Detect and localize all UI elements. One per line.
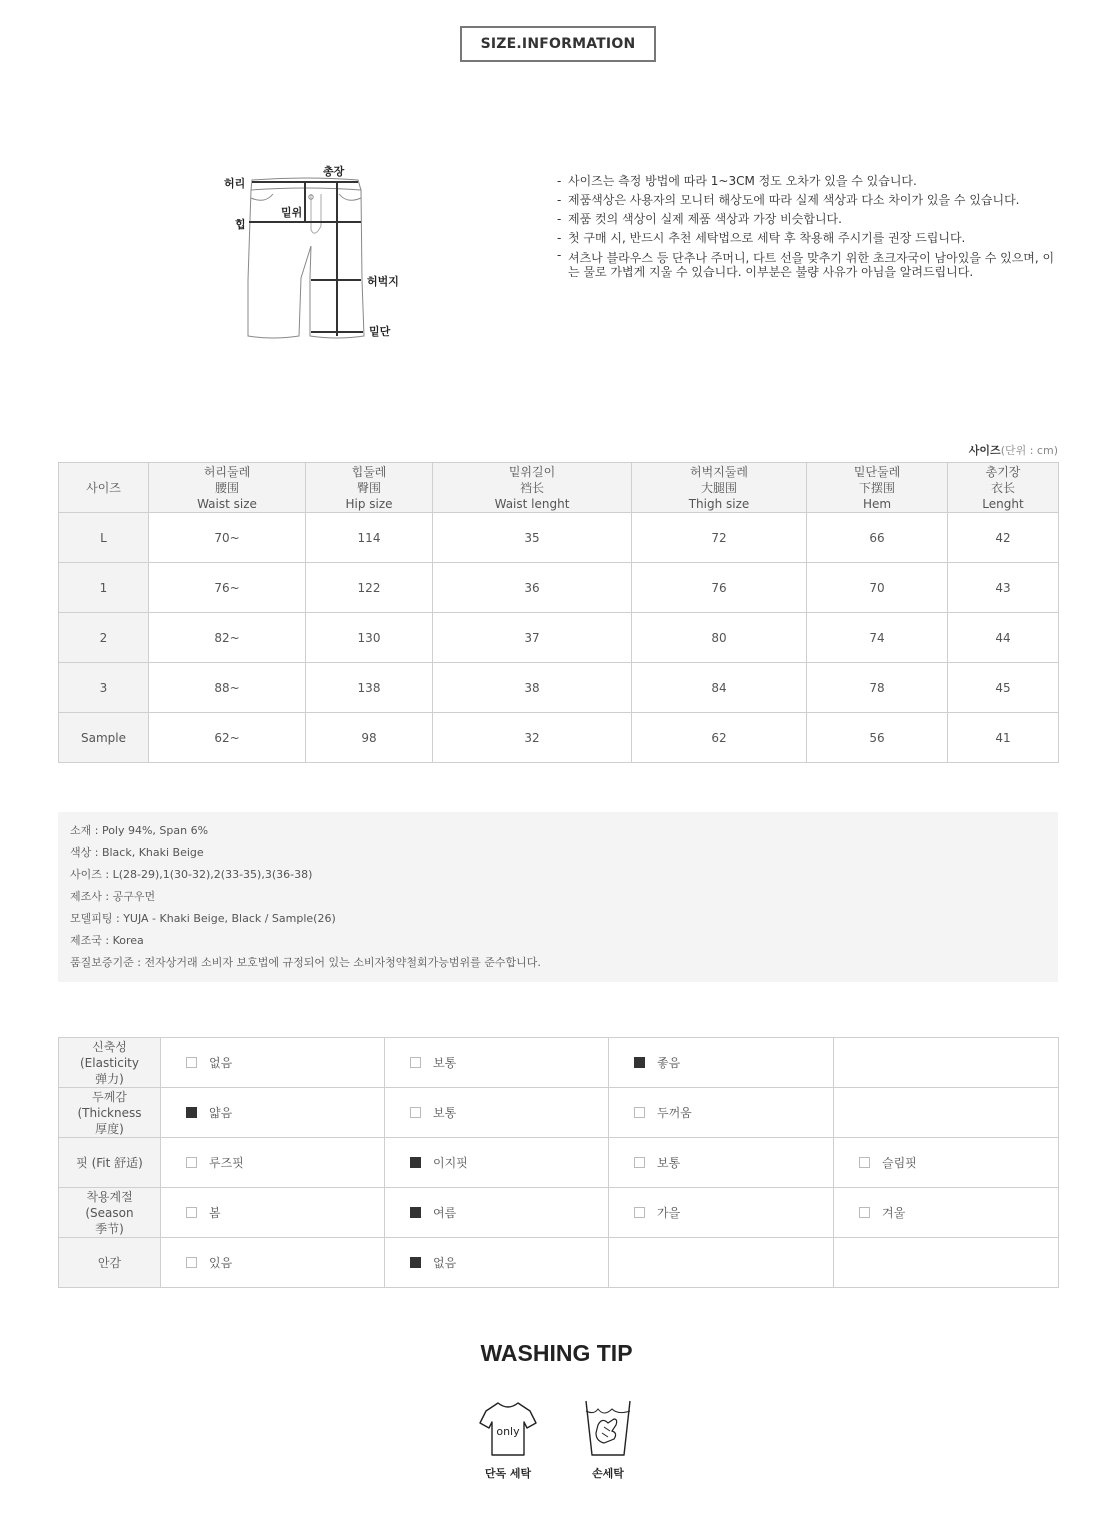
checkbox-icon[interactable] bbox=[634, 1157, 645, 1168]
checkbox-icon[interactable] bbox=[859, 1157, 870, 1168]
table-cell: 88~ bbox=[149, 663, 306, 713]
table-row bbox=[59, 513, 1059, 563]
feature-table bbox=[58, 1037, 1059, 1288]
feature-row-season bbox=[59, 1188, 1059, 1238]
table-cell: 56 bbox=[807, 713, 948, 763]
table-cell: 82~ bbox=[149, 613, 306, 663]
table-cell: L bbox=[59, 513, 149, 563]
info-color: 색상 : Black, Khaki Beige bbox=[70, 846, 204, 859]
table-cell: 1 bbox=[59, 563, 149, 613]
table-cell: 32 bbox=[433, 713, 632, 763]
table-cell: 114 bbox=[306, 513, 433, 563]
table-cell: 78 bbox=[807, 663, 948, 713]
washing-tip-title: WASHING TIP bbox=[480, 1340, 633, 1366]
header-waist: 허리둘레 腰围 Waist size bbox=[149, 463, 306, 513]
checkbox-icon[interactable] bbox=[186, 1057, 197, 1068]
feature-option[interactable]: 보통 bbox=[385, 1088, 609, 1138]
table-cell: 72 bbox=[632, 513, 807, 563]
feature-row-fit bbox=[59, 1138, 1059, 1188]
info-model-fitting: 모델피팅 : YUJA - Khaki Beige, Black / Sample(26) bbox=[70, 912, 336, 925]
checkbox-icon[interactable] bbox=[186, 1257, 197, 1268]
table-cell: 70 bbox=[807, 563, 948, 613]
hand-wash bbox=[573, 1397, 643, 1481]
hand-wash-icon bbox=[578, 1397, 638, 1459]
checkbox-checked-icon[interactable] bbox=[634, 1057, 645, 1068]
size-notes bbox=[557, 172, 1057, 279]
feature-label: 핏 (Fit 舒适) bbox=[59, 1138, 161, 1188]
table-cell: 37 bbox=[433, 613, 632, 663]
feature-label: 신축성 (Elasticity 弹力) bbox=[59, 1038, 161, 1088]
table-row bbox=[59, 663, 1059, 713]
feature-option[interactable]: 가을 bbox=[609, 1188, 834, 1238]
feature-row-thickness bbox=[59, 1088, 1059, 1138]
feature-option[interactable]: 있음 bbox=[161, 1238, 385, 1288]
checkbox-icon[interactable] bbox=[859, 1207, 870, 1218]
header-hem: 밑단둘레 下摆围 Hem bbox=[807, 463, 948, 513]
note-item: - 셔츠나 블라우스 등 단추나 주머니, 다트 선을 맞추기 위한 초크자국이 남아있을 수 있으며, 이는 물로 가볍게 지울 수 있습니다. 이부분은 불량 사유가 아님을 알려드립니다. bbox=[557, 248, 1057, 279]
checkbox-icon[interactable] bbox=[634, 1207, 645, 1218]
table-cell: 36 bbox=[433, 563, 632, 613]
table-cell: 130 bbox=[306, 613, 433, 663]
table-cell: 122 bbox=[306, 563, 433, 613]
table-cell: 66 bbox=[807, 513, 948, 563]
unit-value: (단위 : cm) bbox=[1000, 444, 1058, 457]
info-size: 사이즈 : L(28-29),1(30-32),2(33-35),3(36-38) bbox=[70, 868, 313, 881]
info-country: 제조국 : Korea bbox=[70, 934, 144, 947]
feature-option-empty bbox=[609, 1238, 834, 1288]
note-item: - 제품색상은 사용자의 모니터 해상도에 따라 실제 색상과 다소 차이가 있을 수 있습니다. bbox=[557, 191, 1057, 210]
feature-option[interactable]: 좋음 bbox=[609, 1038, 834, 1088]
feature-label: 두께감 (Thickness 厚度) bbox=[59, 1088, 161, 1138]
page-title: SIZE.INFORMATION bbox=[460, 26, 656, 62]
unit-title: 사이즈 bbox=[968, 444, 1001, 457]
separate-wash-icon bbox=[478, 1397, 538, 1459]
feature-row-lining bbox=[59, 1238, 1059, 1288]
table-cell: 38 bbox=[433, 663, 632, 713]
table-cell: 62~ bbox=[149, 713, 306, 763]
size-table-header bbox=[59, 463, 1059, 513]
table-row bbox=[59, 563, 1059, 613]
feature-option[interactable]: 보통 bbox=[385, 1038, 609, 1088]
header-thigh: 허벅지둘레 大腿围 Thigh size bbox=[632, 463, 807, 513]
info-manufacturer: 제조사 : 공구우먼 bbox=[70, 890, 156, 903]
feature-option[interactable]: 보통 bbox=[609, 1138, 834, 1188]
feature-row-elasticity bbox=[59, 1038, 1059, 1088]
header-hip: 힙둘레 臀围 Hip size bbox=[306, 463, 433, 513]
table-row bbox=[59, 713, 1059, 763]
table-cell: 43 bbox=[948, 563, 1059, 613]
table-cell: 35 bbox=[433, 513, 632, 563]
info-material: 소재 : Poly 94%, Span 6% bbox=[70, 824, 209, 837]
feature-label: 착용계절 (Season 季节) bbox=[59, 1188, 161, 1238]
unit-label bbox=[969, 442, 1058, 458]
label-total-length: 총장 bbox=[323, 165, 345, 178]
table-cell: 76~ bbox=[149, 563, 306, 613]
checkbox-icon[interactable] bbox=[410, 1057, 421, 1068]
label-thigh: 허벅지 bbox=[367, 275, 399, 288]
info-quality: 품질보증기준 : 전자상거래 소비자 보호법에 규정되어 있는 소비자청약철회가능범위를 준수합니다. bbox=[70, 956, 541, 969]
header-rise: 밑위길이 裆长 Waist lenght bbox=[433, 463, 632, 513]
table-cell: 3 bbox=[59, 663, 149, 713]
label-hip: 힙 bbox=[235, 218, 246, 231]
size-table bbox=[58, 462, 1059, 763]
table-row bbox=[59, 613, 1059, 663]
table-cell: 44 bbox=[948, 613, 1059, 663]
feature-option[interactable]: 봄 bbox=[161, 1188, 385, 1238]
checkbox-icon[interactable] bbox=[186, 1207, 197, 1218]
table-cell: 76 bbox=[632, 563, 807, 613]
checkbox-checked-icon[interactable] bbox=[410, 1157, 421, 1168]
feature-option[interactable]: 두꺼움 bbox=[609, 1088, 834, 1138]
feature-option-empty bbox=[834, 1088, 1059, 1138]
feature-option[interactable]: 이지핏 bbox=[385, 1138, 609, 1188]
note-item: - 사이즈는 측정 방법에 따라 1~3CM 정도 오차가 있을 수 있습니다. bbox=[557, 172, 1057, 191]
table-cell: 45 bbox=[948, 663, 1059, 713]
label-hem: 밑단 bbox=[369, 325, 391, 338]
separate-wash bbox=[473, 1397, 543, 1481]
note-item: - 첫 구매 시, 반드시 추천 세탁법으로 세탁 후 착용해 주시기를 권장 드립니다. bbox=[557, 229, 1057, 248]
table-cell: 41 bbox=[948, 713, 1059, 763]
table-cell: 74 bbox=[807, 613, 948, 663]
feature-option[interactable]: 없음 bbox=[161, 1038, 385, 1088]
checkbox-icon[interactable] bbox=[634, 1107, 645, 1118]
feature-option[interactable]: 슬림핏 bbox=[834, 1138, 1059, 1188]
product-info-box bbox=[58, 812, 1058, 982]
feature-label: 안감 bbox=[59, 1238, 161, 1288]
table-cell: 98 bbox=[306, 713, 433, 763]
checkbox-checked-icon[interactable] bbox=[410, 1257, 421, 1268]
table-cell: 42 bbox=[948, 513, 1059, 563]
checkbox-checked-icon[interactable] bbox=[186, 1107, 197, 1118]
header-size: 사이즈 bbox=[59, 463, 149, 513]
checkbox-icon[interactable] bbox=[410, 1107, 421, 1118]
feature-option[interactable]: 없음 bbox=[385, 1238, 609, 1288]
feature-option[interactable]: 겨울 bbox=[834, 1188, 1059, 1238]
table-cell: 138 bbox=[306, 663, 433, 713]
only-text: only bbox=[496, 1425, 520, 1438]
note-item: - 제품 컷의 색상이 실제 제품 색상과 가장 비슷합니다. bbox=[557, 210, 1057, 229]
label-rise: 밑위 bbox=[281, 206, 303, 219]
table-cell: 70~ bbox=[149, 513, 306, 563]
separate-wash-label: 단독 세탁 bbox=[484, 1467, 532, 1480]
header-length: 총기장 衣长 Lenght bbox=[948, 463, 1059, 513]
feature-option[interactable]: 루즈핏 bbox=[161, 1138, 385, 1188]
feature-option[interactable]: 여름 bbox=[385, 1188, 609, 1238]
feature-option[interactable]: 얇음 bbox=[161, 1088, 385, 1138]
hand-wash-label: 손세탁 bbox=[592, 1467, 624, 1480]
table-cell: 80 bbox=[632, 613, 807, 663]
checkbox-checked-icon[interactable] bbox=[410, 1207, 421, 1218]
table-cell: 2 bbox=[59, 613, 149, 663]
checkbox-icon[interactable] bbox=[186, 1157, 197, 1168]
feature-option-empty bbox=[834, 1038, 1059, 1088]
label-waist: 허리 bbox=[224, 177, 246, 190]
table-cell: 62 bbox=[632, 713, 807, 763]
table-cell: Sample bbox=[59, 713, 149, 763]
feature-option-empty bbox=[834, 1238, 1059, 1288]
table-cell: 84 bbox=[632, 663, 807, 713]
pants-measurement-diagram bbox=[215, 160, 415, 350]
